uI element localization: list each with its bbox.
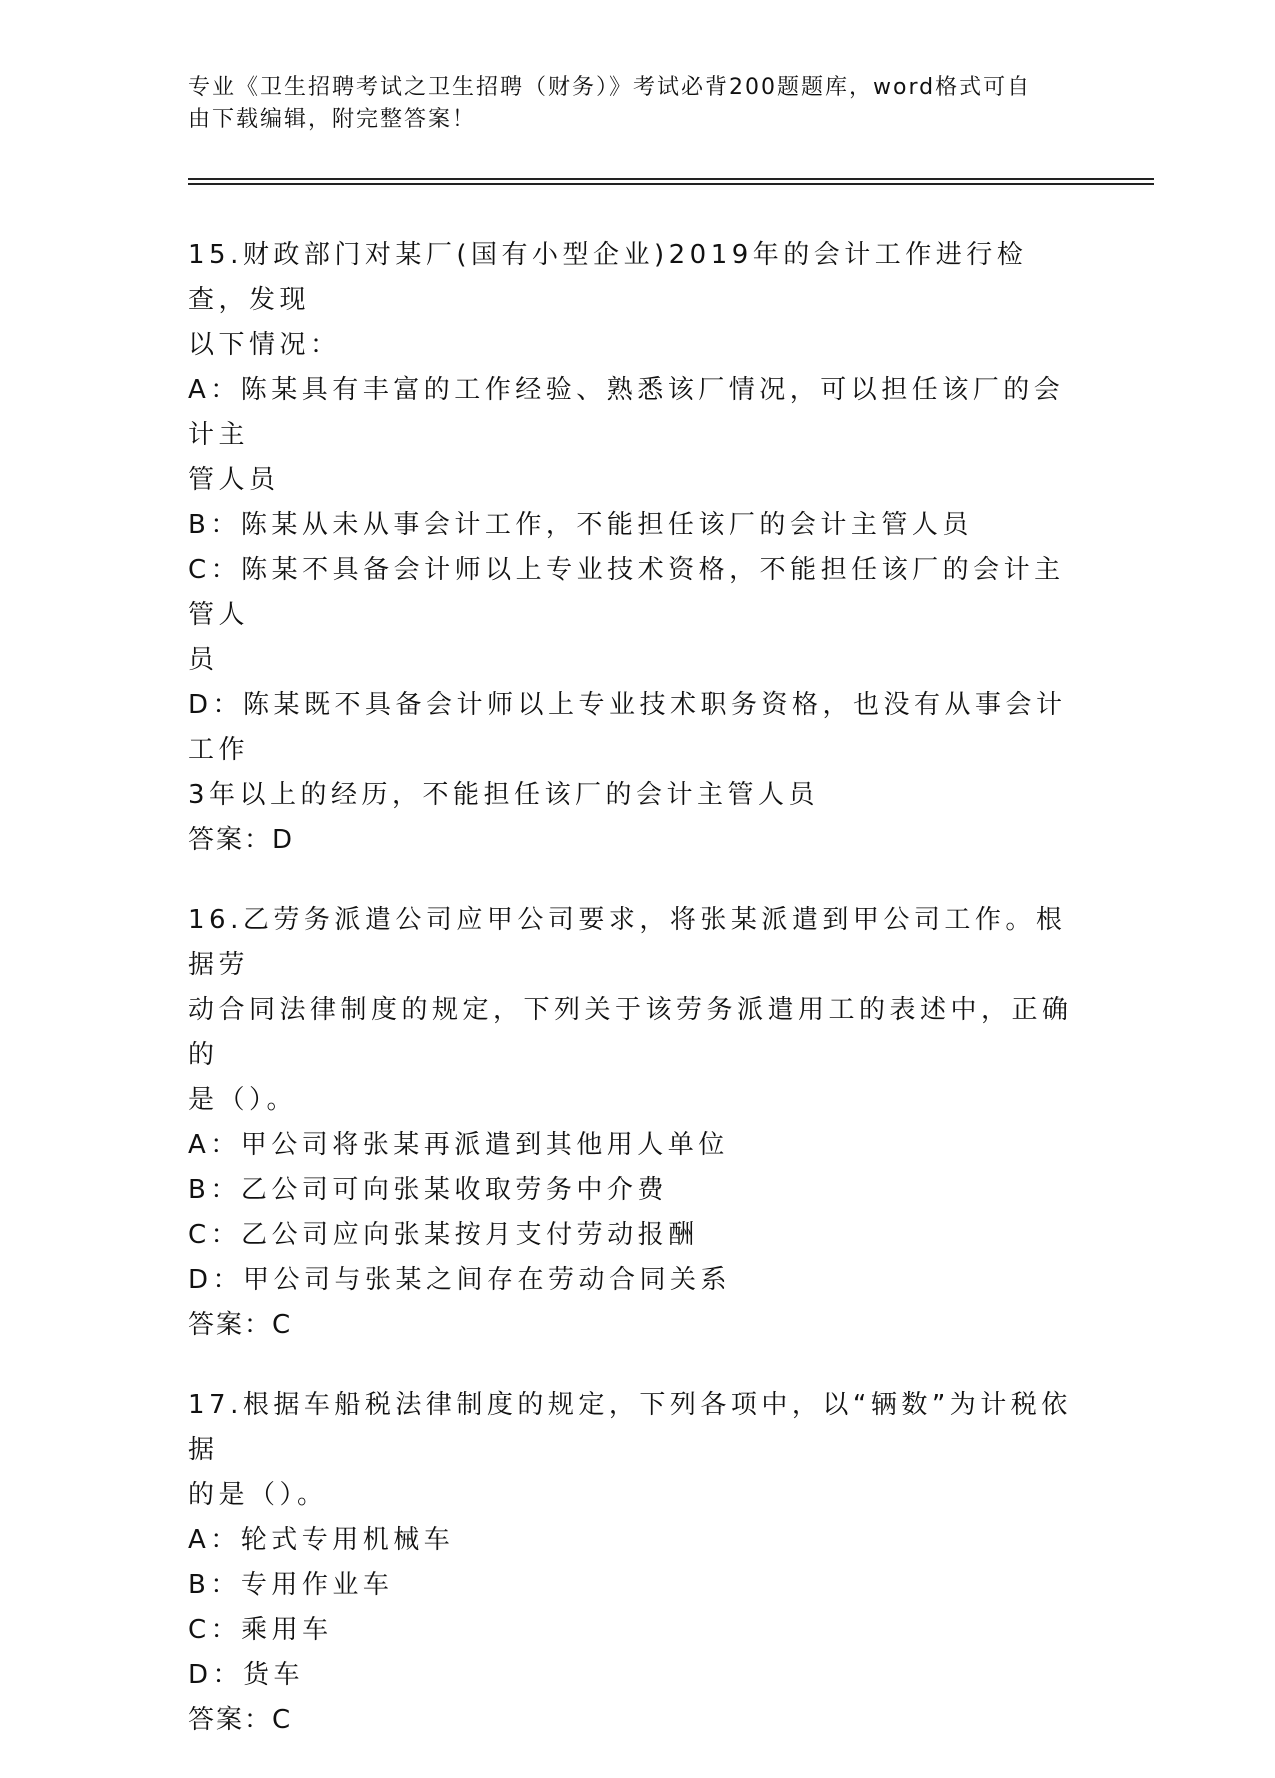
question-16-stem-line-1: 16.乙劳务派遣公司应甲公司要求，将张某派遣到甲公司工作。根据劳	[188, 905, 1067, 980]
question-17-option-a: A：轮式专用机械车	[188, 1525, 455, 1555]
question-15-stem-line-1: 15.财政部门对某厂(国有小型企业)2019年的会计工作进行检查，发现	[188, 240, 1028, 315]
question-15-stem-line-2: 以下情况：	[188, 330, 341, 360]
question-17-option-d: D：货车	[188, 1660, 305, 1690]
question-17-stem-line-2: 的是（）。	[188, 1480, 328, 1510]
question-17-stem-line-1: 17.根据车船税法律制度的规定，下列各项中，以“辆数”为计税依据	[188, 1390, 1072, 1465]
question-15-option-c: C：陈某不具备会计师以上专业技术资格，不能担任该厂的会计主管人	[188, 555, 1065, 630]
question-16-option-c: C：乙公司应向张某按月支付劳动报酬	[188, 1220, 699, 1250]
question-list	[188, 233, 1088, 1778]
question-16-option-a: A：甲公司将张某再派遣到其他用人单位	[188, 1130, 729, 1160]
question-15-option-b: B：陈某从未从事会计工作，不能担任该厂的会计主管人员	[188, 510, 973, 540]
question-17-option-c: C：乘用车	[188, 1615, 333, 1645]
question-17-option-b: B：专用作业车	[188, 1570, 394, 1600]
question-16-answer: 答案：C	[188, 1310, 293, 1340]
question-15-answer: 答案：D	[188, 825, 295, 855]
question-15-option-d-cont: 3年以上的经历，不能担任该厂的会计主管人员	[188, 780, 820, 810]
header-divider-bottom	[188, 183, 1154, 185]
question-15-option-c-cont: 员	[188, 645, 219, 675]
question-16-option-d: D：甲公司与张某之间存在劳动合同关系	[188, 1265, 732, 1295]
header-divider-top	[188, 178, 1154, 180]
question-17-answer: 答案：C	[188, 1705, 293, 1735]
question-15-option-d: D：陈某既不具备会计师以上专业技术职务资格，也没有从事会计工作	[188, 690, 1067, 765]
question-17	[188, 1383, 1088, 1743]
question-16	[188, 898, 1088, 1348]
question-16-stem-line-3: 是（）。	[188, 1085, 298, 1115]
question-16-option-b: B：乙公司可向张某收取劳务中介费	[188, 1175, 668, 1205]
question-15	[188, 233, 1088, 863]
header-line-2: 由下载编辑，附完整答案！	[188, 107, 477, 132]
header-line-1: 专业《卫生招聘考试之卫生招聘（财务）》考试必背200题题库，word格式可自	[188, 75, 1032, 100]
question-16-stem-line-2: 动合同法律制度的规定，下列关于该劳务派遣用工的表述中，正确的	[188, 995, 1073, 1070]
document-header	[188, 72, 1088, 136]
question-15-option-a: A：陈某具有丰富的工作经验、熟悉该厂情况，可以担任该厂的会计主	[188, 375, 1065, 450]
question-15-option-a-cont: 管人员	[188, 465, 280, 495]
